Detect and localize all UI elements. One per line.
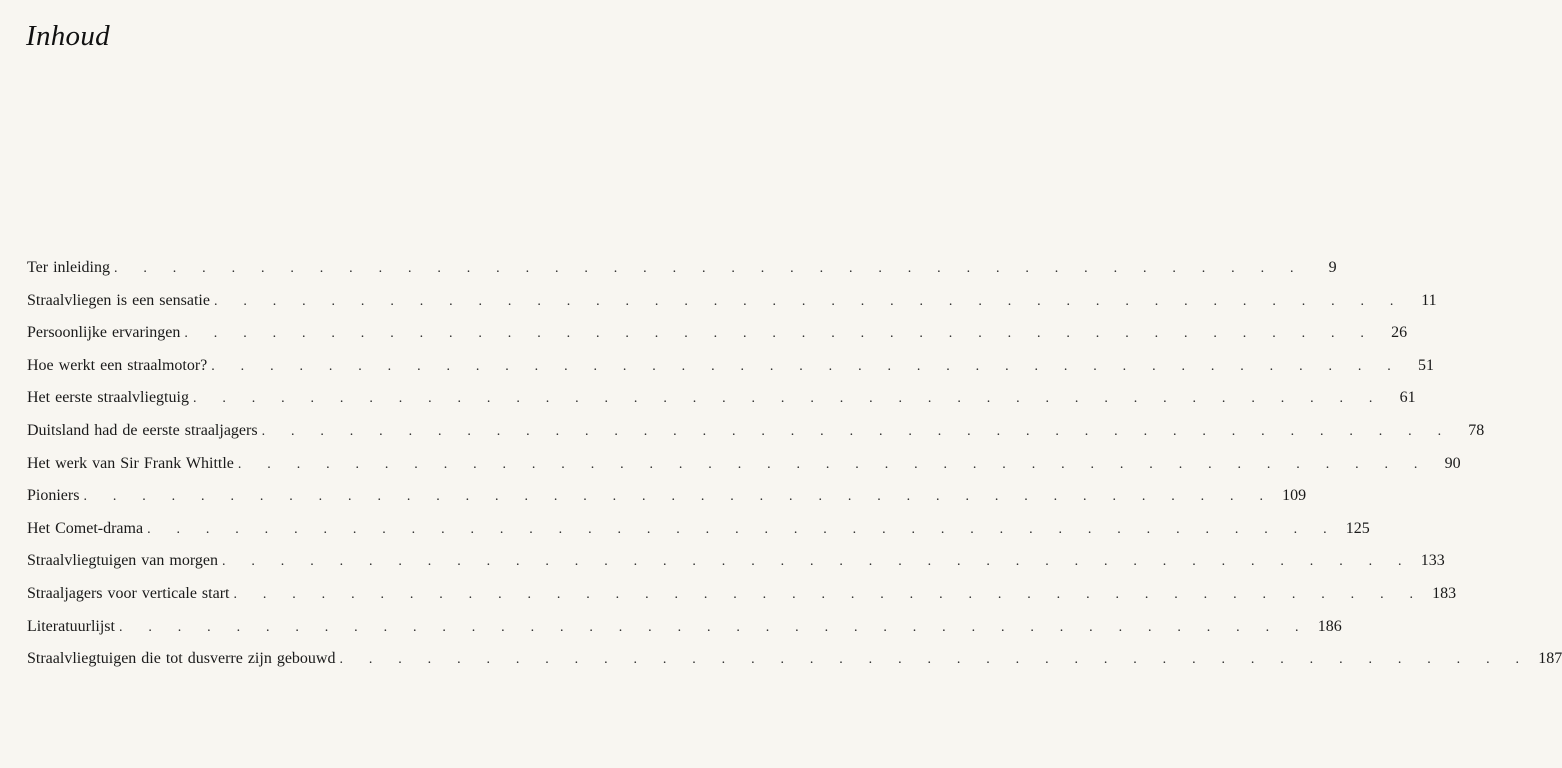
toc-entry[interactable] bbox=[27, 388, 1416, 421]
toc-entry-page: 125 bbox=[1345, 519, 1370, 537]
toc-entry-page: 186 bbox=[1317, 617, 1342, 635]
toc-entry-title: Hoe werkt een straalmotor? bbox=[27, 356, 208, 374]
toc-dot-leader: . . . . . . . . . . . . . . . . . . . . . . . . . . . . . . . . . . . . . . . . . bbox=[83, 489, 1275, 505]
toc-dot-leader: . . . . . . . . . . . . . . . . . . . . . . . . . . . . . . . . . . . . . . . . . bbox=[147, 521, 1338, 537]
toc-dot-leader: . . . . . . . . . . . . . . . . . . . . . . . . . . . . . . . . . . . . . . . . . bbox=[339, 652, 1531, 668]
toc-entry-page: 51 bbox=[1417, 356, 1434, 374]
toc-entry-page: 78 bbox=[1468, 421, 1485, 439]
toc-entry[interactable] bbox=[27, 291, 1437, 324]
toc-dot-leader: . . . . . . . . . . . . . . . . . . . . . . . . . . . . . . . . . . . . . . . . . bbox=[222, 554, 1413, 570]
toc-dot-leader: . . . . . . . . . . . . . . . . . . . . . . . . . . . . . . . . . . . . . . . . . bbox=[192, 391, 1384, 407]
toc-entry-title: Straalvliegtuigen van morgen bbox=[27, 552, 218, 570]
toc-entry-page: 9 bbox=[1328, 259, 1337, 276]
toc-entry-page: 90 bbox=[1444, 454, 1461, 472]
toc-entry-page: 187 bbox=[1538, 650, 1562, 668]
toc-entry[interactable] bbox=[27, 258, 1337, 291]
toc-entry-page: 109 bbox=[1282, 487, 1307, 505]
toc-entry-page: 183 bbox=[1432, 584, 1457, 602]
toc-entry-page: 11 bbox=[1421, 291, 1437, 309]
toc-entry[interactable] bbox=[27, 519, 1370, 552]
toc-entry-page: 133 bbox=[1420, 552, 1445, 570]
table-of-contents bbox=[27, 258, 1562, 682]
toc-dot-leader: . . . . . . . . . . . . . . . . . . . . . . . . . . . . . . . . . . . . . . . . . bbox=[213, 293, 1405, 309]
toc-dot-leader: . . . . . . . . . . . . . . . . . . . . . . . . . . . . . . . . . . . . . . . . . bbox=[184, 326, 1376, 342]
toc-dot-leader: . . . . . . . . . . . . . . . . . . . . . . . . . . . . . . . . . . . . . . . . . bbox=[261, 423, 1453, 439]
toc-entry-title: Pioniers bbox=[27, 487, 80, 505]
toc-entry[interactable] bbox=[27, 421, 1485, 454]
toc-entry-title: Het eerste straalvliegtuig bbox=[27, 389, 189, 407]
toc-dot-leader: . . . . . . . . . . . . . . . . . . . . . . . . . . . . . . . . . . . . . . . . . bbox=[211, 358, 1402, 374]
page-title: Inhoud bbox=[26, 20, 110, 52]
toc-entry-page: 61 bbox=[1399, 389, 1416, 407]
toc-dot-leader: . . . . . . . . . . . . . . . . . . . . . . . . . . . . . . . . . . . . . . . . . bbox=[118, 619, 1310, 635]
toc-entry-title: Straalvliegtuigen die tot dusverre zijn gebouwd bbox=[27, 650, 336, 668]
toc-dot-leader: . . . . . . . . . . . . . . . . . . . . . . . . . . . . . . . . . . . . . . . . . bbox=[237, 456, 1429, 472]
toc-entry-title: Persoonlijke ervaringen bbox=[27, 324, 181, 342]
toc-entry-title: Ter inleiding bbox=[27, 259, 110, 276]
toc-entry-title: Straaljagers voor verticale start bbox=[27, 584, 230, 602]
toc-entry[interactable] bbox=[27, 356, 1434, 389]
toc-entry-title: Het werk van Sir Frank Whittle bbox=[27, 454, 234, 472]
toc-entry[interactable] bbox=[27, 454, 1461, 487]
toc-entry-title: Straalvliegen is een sensatie bbox=[27, 291, 210, 309]
toc-entry[interactable] bbox=[27, 323, 1408, 356]
toc-entry[interactable] bbox=[27, 617, 1342, 650]
toc-entry-title: Duitsland had de eerste straaljagers bbox=[27, 421, 258, 439]
toc-entry[interactable] bbox=[27, 551, 1445, 584]
toc-entry-page: 26 bbox=[1391, 324, 1408, 342]
toc-entry-title: Het Comet-drama bbox=[27, 519, 144, 537]
toc-dot-leader: . . . . . . . . . . . . . . . . . . . . . . . . . . . . . . . . . . . . . . . . . bbox=[233, 586, 1425, 602]
toc-entry-title: Literatuurlijst bbox=[27, 617, 115, 635]
toc-entry[interactable] bbox=[27, 584, 1457, 617]
toc-entry[interactable] bbox=[27, 486, 1307, 519]
toc-dot-leader: . . . . . . . . . . . . . . . . . . . . . . . . . . . . . . . . . . . . . . . . . bbox=[113, 261, 1305, 276]
toc-entry[interactable] bbox=[27, 649, 1562, 682]
